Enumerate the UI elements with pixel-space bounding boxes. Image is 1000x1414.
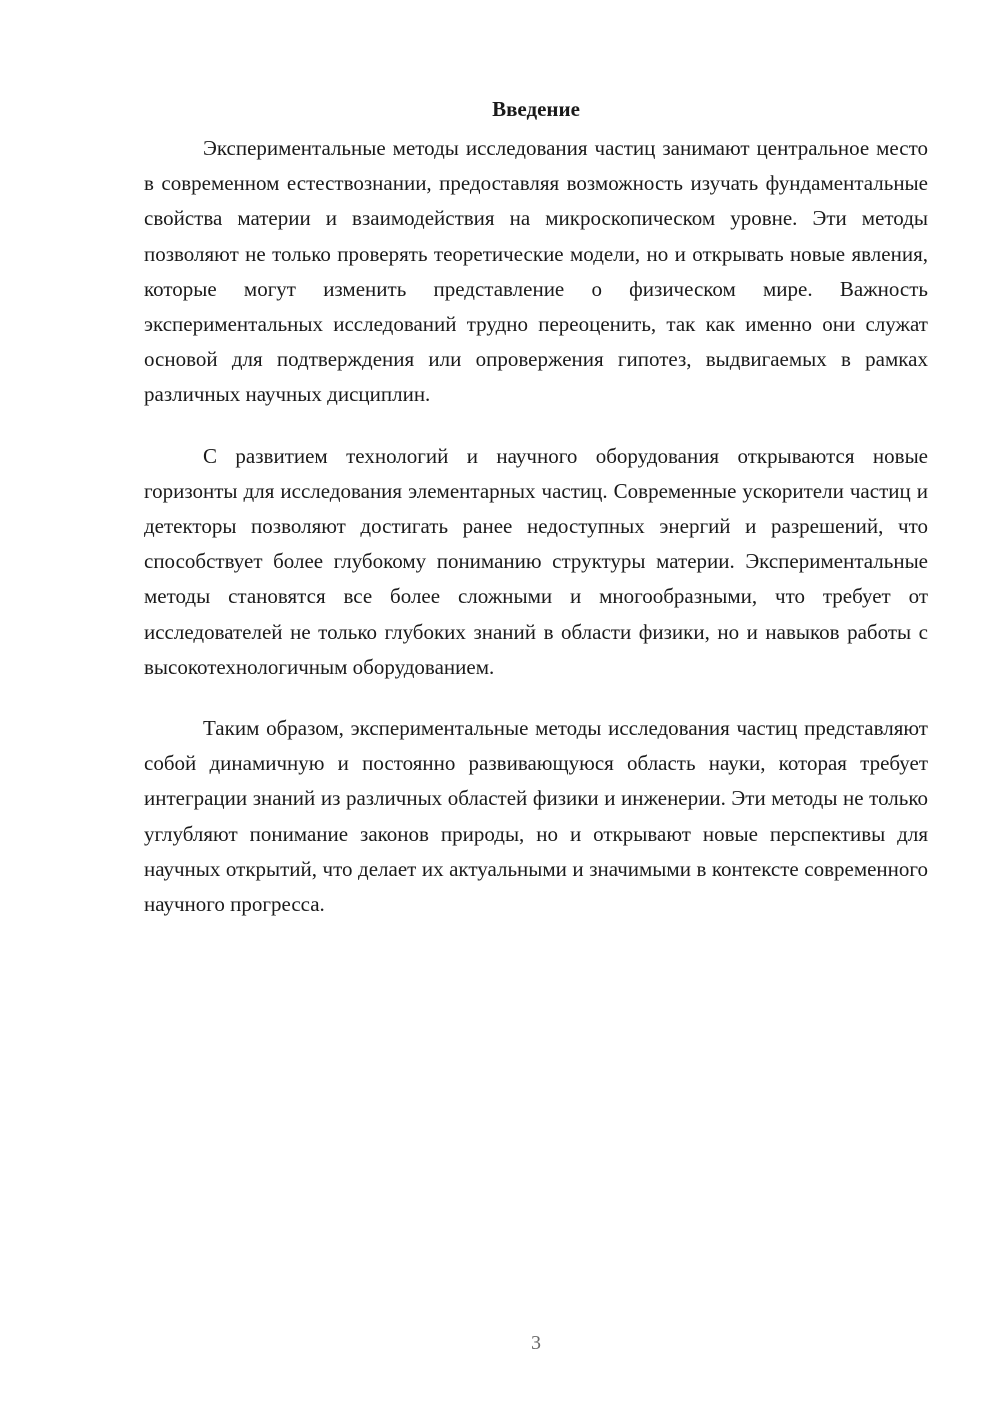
paragraph-2: С развитием технологий и научного оборудования открываются новые горизонты для исследования элементарных частиц. Современные ускорители частиц и детекторы позволяют достигать ранее недоступных энергий и разрешений, что способствует более глубокому пониманию структуры материи. Экспериментальные методы становятся все более сложными и многообразными, что требует от исследователей не только глубоких знаний в области физики, но и навыков работы с высокотехнологичным оборудованием.	[144, 443, 928, 679]
paragraph-1: Экспериментальные методы исследования частиц занимают центральное место в современном естествознании, предоставляя возможность изучать фундаментальные свойства материи и взаимодействия на микроскопическом уровне. Эти методы позволяют не только проверять теоретические модели, но и открывать новые явления, которые могут изменить представление о физическом мире. Важность экспериментальных исследований трудно переоценить, так как именно они служат основой для подтверждения или опровержения гипотез, выдвигаемых в рамках различных научных дисциплин.	[144, 136, 928, 407]
page-number: 3	[531, 1332, 541, 1354]
paragraph-3: Таким образом, экспериментальные методы исследования частиц представляют собой динамичную и постоянно развивающуюся область науки, которая требует интеграции знаний из различных областей физики и инженерии. Эти методы не только углубляют понимание законов природы, но и открывают новые перспективы для научных открытий, что делает их актуальными и значимыми в контексте современного научного прогресса.	[144, 716, 928, 917]
section-title: Введение	[492, 97, 580, 121]
page-content	[144, 92, 928, 922]
